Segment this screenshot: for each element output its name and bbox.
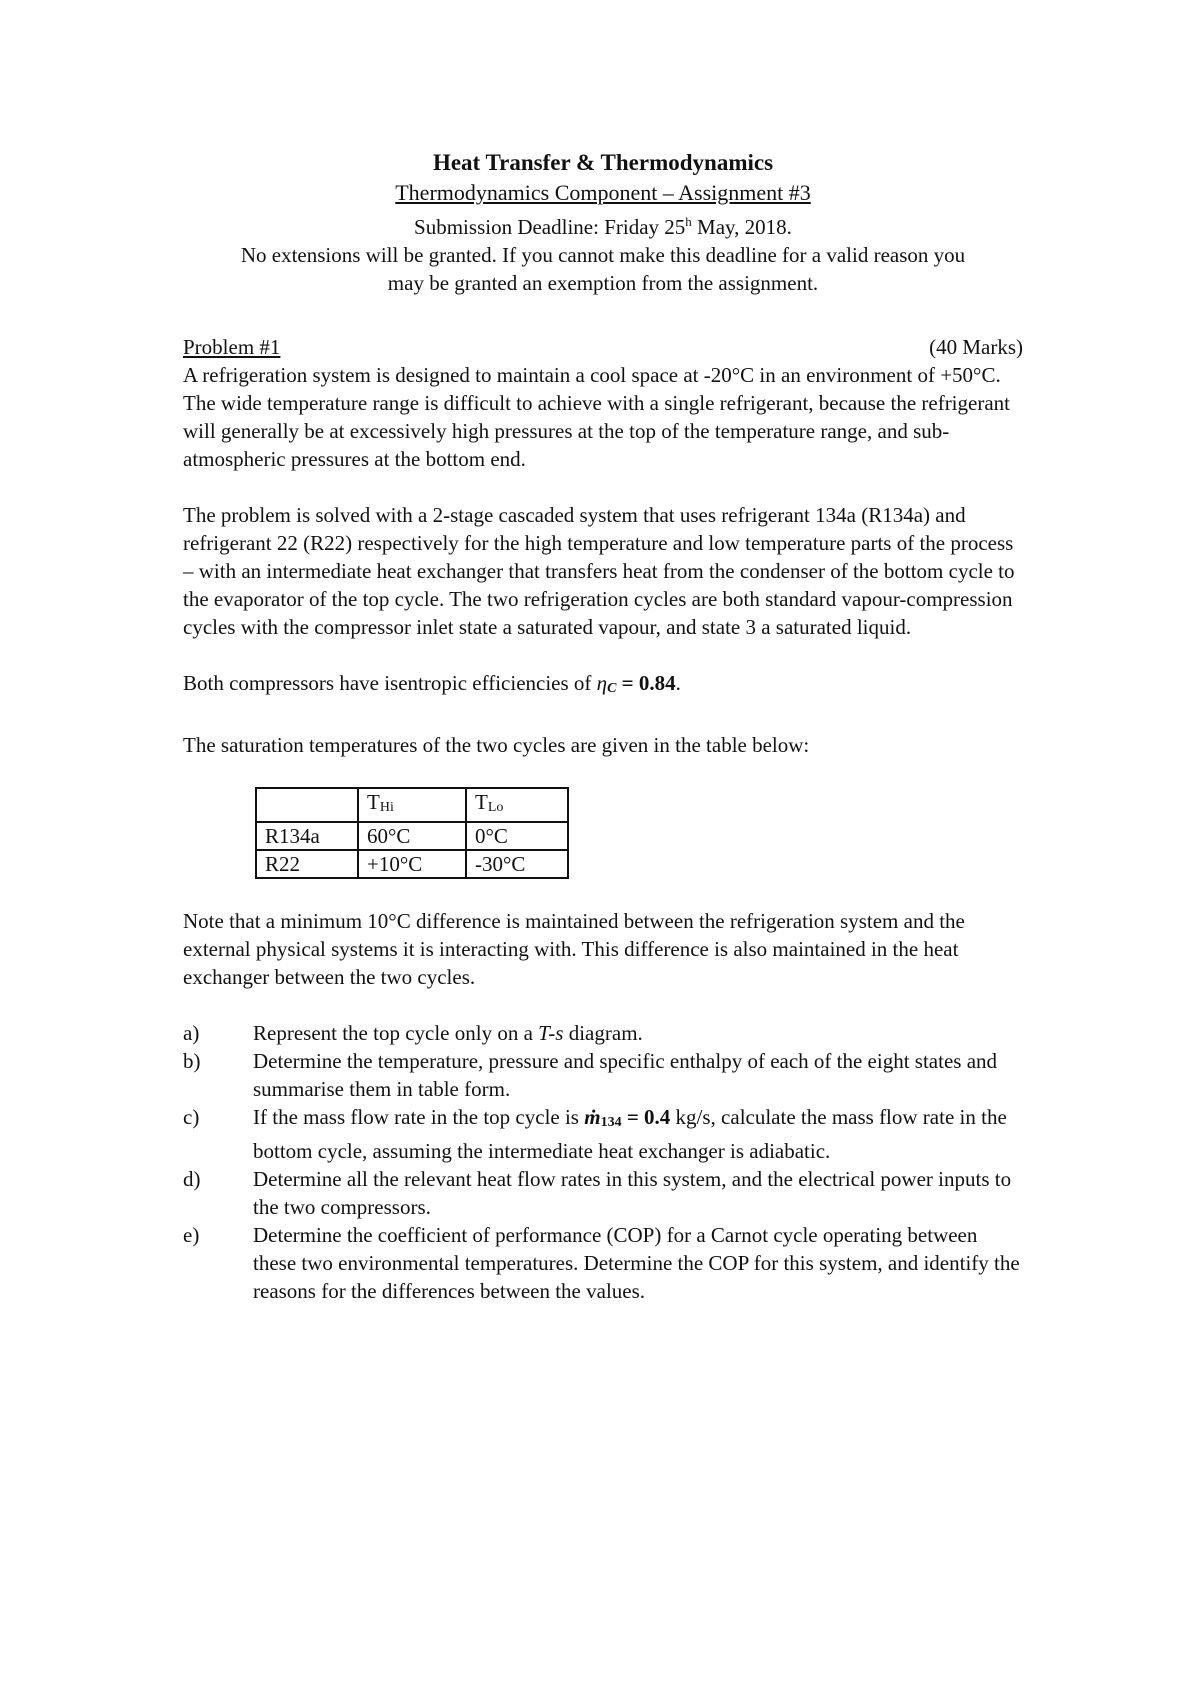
table-header-blank: [256, 788, 358, 822]
question-a-em: T-s: [538, 1021, 564, 1045]
problem-paragraph-1: A refrigeration system is designed to maintain a cool space at -20°C in an environment of +50°C. The wide temperature range is difficult to achieve with a single refrigerant, because the refrigerant will generally be at excessively high pressures at the top of the temperature range, and sub-atmospheric pressures at the bottom end.: [183, 363, 1010, 471]
table-cell-tlo: 0°C: [466, 822, 568, 850]
mass-flow-symbol: ṁ: [584, 1105, 601, 1129]
table-row: [256, 850, 568, 878]
assignment-subtitle: Thermodynamics Component – Assignment #3: [395, 180, 811, 205]
deadline-superscript: h: [685, 214, 692, 229]
question-marker-e: e): [183, 1223, 200, 1247]
question-c-pre: If the mass flow rate in the top cycle is: [253, 1105, 585, 1129]
deadline-prefix: Submission Deadline: Friday 25: [414, 215, 686, 239]
question-list: [183, 1019, 1023, 1305]
question-text-d: Determine all the relevant heat flow rates in this system, and the electrical power inputs to the two compressors.: [253, 1167, 1012, 1219]
question-a-pre: Represent the top cycle only on a: [253, 1021, 539, 1045]
document-title: Heat Transfer & Thermodynamics: [432, 150, 774, 175]
table-intro: The saturation temperatures of the two cycles are given in the table below:: [183, 733, 810, 757]
list-item: [183, 1047, 1023, 1103]
list-item: [183, 1019, 1023, 1047]
list-item: [183, 1165, 1023, 1221]
submission-deadline: [183, 208, 1023, 241]
table-cell-refrigerant: R134a: [256, 822, 358, 850]
efficiency-symbol: η: [596, 671, 608, 695]
list-item: [183, 1221, 1023, 1305]
efficiency-value: = 0.84: [616, 671, 676, 695]
efficiency-prefix: Both compressors have isentropic efficiencies of: [183, 671, 597, 695]
tlo-main: T: [475, 790, 488, 814]
question-a-post: diagram.: [563, 1021, 643, 1045]
tlo-sub: Lo: [487, 800, 504, 815]
extension-note-line1: No extensions will be granted. If you cannot make this deadline for a valid reason you: [240, 243, 966, 267]
extension-note-line2: may be granted an exemption from the assignment.: [387, 271, 819, 295]
thi-sub: Hi: [379, 800, 394, 815]
problem-marks: (40 Marks): [929, 335, 1023, 359]
table-cell-thi: 60°C: [358, 822, 466, 850]
efficiency-suffix: .: [675, 671, 681, 695]
problem-paragraph-2: The problem is solved with a 2-stage cascaded system that uses refrigerant 134a (R134a) and refrigerant 22 (R22) respectively for the high temperature and low temperature parts of the process – with an intermediate heat exchanger that transfers heat from the condenser of the bottom cycle to the evaporator of the top cycle. The two refrigeration cycles are both standard vapour-compression cycles with the compressor inlet state a saturated vapour, and state 3 a saturated liquid.: [183, 503, 1015, 639]
question-marker-d: d): [183, 1167, 201, 1191]
question-text-b: Determine the temperature, pressure and specific enthalpy of each of the eight states and summarise them in table form.: [253, 1049, 998, 1101]
question-marker-b: b): [183, 1049, 201, 1073]
problem-label: Problem #1: [183, 335, 281, 359]
table-header-thi: [358, 788, 466, 822]
question-c-post: kg/s, calculate the mass flow rate in the bottom cycle, assuming the intermediate heat exchanger is adiabatic.: [253, 1105, 1007, 1163]
saturation-temperature-table: [255, 787, 569, 879]
question-text-a: [253, 1019, 1023, 1047]
table-cell-tlo: -30°C: [466, 850, 568, 878]
list-item: [183, 1103, 1023, 1165]
question-text-e: Determine the coefficient of performance (COP) for a Carnot cycle operating between these two environmental temperatures. Determine the COP for this system, and identify the reasons for the differences between the values.: [253, 1223, 1020, 1303]
efficiency-subscript: C: [607, 681, 617, 696]
mass-flow-value: = 0.4: [621, 1105, 671, 1129]
table-header-tlo: [466, 788, 568, 822]
question-marker-c: c): [183, 1105, 200, 1129]
table-row: [256, 822, 568, 850]
mass-flow-subscript: 134: [600, 1115, 622, 1130]
deadline-suffix: May, 2018.: [691, 215, 792, 239]
table-cell-refrigerant: R22: [256, 850, 358, 878]
efficiency-statement: [183, 669, 1023, 703]
question-text-c: [253, 1103, 1023, 1165]
thi-main: T: [367, 790, 380, 814]
problem-paragraph-3: Note that a minimum 10°C difference is maintained between the refrigeration system and the external physical systems it is interacting with. This difference is also maintained in the heat exchanger between the two cycles.: [183, 909, 965, 989]
table-header-row: [256, 788, 568, 822]
problem-heading: [183, 333, 1023, 361]
document-page: [183, 148, 1023, 1305]
question-marker-a: a): [183, 1021, 200, 1045]
table-cell-thi: +10°C: [358, 850, 466, 878]
